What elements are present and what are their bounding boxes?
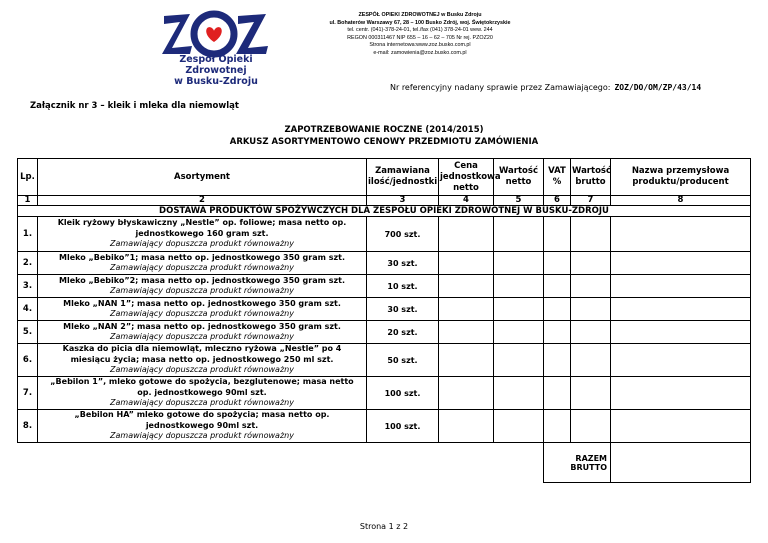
column-number: 7 (571, 196, 611, 206)
row-vat[interactable] (544, 344, 571, 377)
row-note: Zamawiający dopuszcza produkt równoważny (110, 365, 294, 375)
row-product-name[interactable] (611, 298, 751, 321)
section-row (18, 206, 751, 217)
organization-header (300, 12, 540, 58)
row-product-name[interactable] (611, 217, 751, 252)
column-number: 6 (544, 196, 571, 206)
row-unit-price[interactable] (439, 321, 494, 344)
row-description (38, 298, 367, 321)
row-desc-line1: Mleko „NAN 1”; masa netto op. jednostkowego 350 gram szt. (63, 298, 341, 308)
row-quantity: 100 szt. (367, 410, 439, 443)
row-note: Zamawiający dopuszcza produkt równoważny (110, 431, 294, 441)
row-gross-value[interactable] (571, 252, 611, 275)
row-lp: 3. (18, 275, 38, 298)
row-vat[interactable] (544, 217, 571, 252)
row-net-value[interactable] (494, 410, 544, 443)
row-quantity: 10 szt. (367, 275, 439, 298)
row-product-name[interactable] (611, 410, 751, 443)
row-gross-value[interactable] (571, 275, 611, 298)
row-vat[interactable] (544, 275, 571, 298)
zoz-logo-mark (150, 8, 282, 58)
header-cena: Cena jednostkowa netto (439, 159, 494, 196)
row-desc-line2: miesiącu życia; masa netto op. jednostkowego 250 ml szt. (70, 354, 334, 364)
row-note: Zamawiający dopuszcza produkt równoważny (110, 239, 294, 249)
row-lp: 5. (18, 321, 38, 344)
total-spacer (18, 443, 544, 483)
row-note: Zamawiający dopuszcza produkt równoważny (110, 309, 294, 318)
row-net-value[interactable] (494, 217, 544, 252)
org-email: e-mail: zamowienia@zoz.busko.com.pl (373, 49, 467, 56)
logo-caption (150, 54, 282, 87)
row-quantity: 30 szt. (367, 252, 439, 275)
org-phone: tel. centr. (041)-378-24-01, tel./fax (041) 378-24-01 wew. 244 (347, 27, 493, 34)
org-address: ul. Bohaterów Warszawy 67, 28 – 100 Busko Zdrój, woj. Świętokrzyskie (329, 19, 511, 26)
row-note: Zamawiający dopuszcza produkt równoważny (110, 332, 294, 341)
header-ilosc: Zamawiana ilość/jednostki (367, 159, 439, 196)
table-row (18, 344, 751, 377)
row-note: Zamawiający dopuszcza produkt równoważny (110, 398, 294, 408)
total-row (18, 443, 751, 483)
row-net-value[interactable] (494, 298, 544, 321)
row-product-name[interactable] (611, 275, 751, 298)
reference-label: Nr referencyjny nadany sprawie przez Zamawiającego: (390, 83, 611, 92)
document-title: ZAPOTRZEBOWANIE ROCZNE (2014/2015) (284, 125, 484, 135)
row-vat[interactable] (544, 410, 571, 443)
row-product-name[interactable] (611, 252, 751, 275)
row-quantity: 100 szt. (367, 377, 439, 410)
header-vat: VAT % (544, 159, 571, 196)
table-row (18, 275, 751, 298)
row-unit-price[interactable] (439, 275, 494, 298)
column-number: 3 (367, 196, 439, 206)
row-desc-line1: Kaszka do picia dla niemowląt, mleczno ryżowa „Nestle” po 4 (62, 344, 342, 354)
row-description (38, 275, 367, 298)
row-vat[interactable] (544, 298, 571, 321)
row-unit-price[interactable] (439, 298, 494, 321)
row-lp: 1. (18, 217, 38, 252)
row-net-value[interactable] (494, 275, 544, 298)
row-description (38, 410, 367, 443)
row-lp: 8. (18, 410, 38, 443)
row-product-name[interactable] (611, 377, 751, 410)
page-number: Strona 1 z 2 (359, 522, 409, 531)
row-gross-value[interactable] (571, 217, 611, 252)
row-vat[interactable] (544, 252, 571, 275)
annex-title: Załącznik nr 3 – kleik i mleka dla niemowląt (30, 101, 239, 111)
logo-caption-line1: Zespół Opieki Zdrowotnej (179, 54, 253, 76)
row-quantity: 700 szt. (367, 217, 439, 252)
row-description (38, 217, 367, 252)
table-row (18, 410, 751, 443)
row-unit-price[interactable] (439, 252, 494, 275)
row-desc-line2: op. jednostkowego 90ml szt. (137, 387, 267, 397)
section-title: DOSTAWA PRODUKTÓW SPOŻYWCZYCH DLA ZESPOŁU OPIEKI ZDROWOTNEJ W BUSKU-ZDROJU (18, 206, 751, 217)
row-lp: 6. (18, 344, 38, 377)
row-note: Zamawiający dopuszcza produkt równoważny (110, 263, 294, 272)
header-wartosc-netto: Wartość netto (494, 159, 544, 196)
column-number: 5 (494, 196, 544, 206)
row-quantity: 50 szt. (367, 344, 439, 377)
table-row (18, 377, 751, 410)
table-row (18, 217, 751, 252)
row-desc-line1: Mleko „Bebiko”2; masa netto op. jednostkowego 350 gram szt. (58, 275, 345, 285)
table-row (18, 321, 751, 344)
org-name: ZESPÓŁ OPIEKI ZDROWOTNEJ w Busku Zdroju (358, 12, 482, 18)
org-regon: REGON 000311467 NIP 655 – 16 – 62 – 705 Nr rej. PZOZ20 (347, 34, 493, 41)
org-website: Strona internetowa:www.zoz.busko.com.pl (369, 42, 471, 49)
pricing-table (17, 158, 751, 483)
row-net-value[interactable] (494, 344, 544, 377)
table-header-row (18, 159, 751, 196)
row-quantity: 30 szt. (367, 298, 439, 321)
row-lp: 7. (18, 377, 38, 410)
row-vat[interactable] (544, 377, 571, 410)
row-desc-line1: „Bebilon 1”, mleko gotowe do spożycia, bezglutenowe; masa netto (50, 377, 354, 387)
header-wartosc-brutto: Wartość brutto (571, 159, 611, 196)
table-row (18, 252, 751, 275)
header-lp: Lp. (18, 159, 38, 196)
row-gross-value[interactable] (571, 344, 611, 377)
row-unit-price[interactable] (439, 217, 494, 252)
column-number-row (18, 196, 751, 206)
column-number: 8 (611, 196, 751, 206)
row-desc-line1: Mleko „Bebiko”1; masa netto op. jednostkowego 350 gram szt. (58, 252, 345, 262)
column-number: 1 (18, 196, 38, 206)
row-lp: 4. (18, 298, 38, 321)
row-unit-price[interactable] (439, 344, 494, 377)
row-unit-price[interactable] (439, 410, 494, 443)
row-description (38, 377, 367, 410)
row-lp: 2. (18, 252, 38, 275)
row-gross-value[interactable] (571, 410, 611, 443)
row-product-name[interactable] (611, 344, 751, 377)
row-desc-line1: Mleko „NAN 2”; masa netto op. jednostkowego 350 gram szt. (63, 321, 341, 331)
row-quantity: 20 szt. (367, 321, 439, 344)
row-product-name[interactable] (611, 321, 751, 344)
row-desc-line1: „Bebilon HA” mleko gotowe do spożycia; masa netto op. (74, 410, 330, 420)
logo-caption-line2: w Busku-Zdroju (174, 76, 258, 87)
reference-number: ZOZ/DO/OM/ZP/43/14 (614, 83, 702, 92)
column-number: 4 (439, 196, 494, 206)
total-label: RAZEM BRUTTO (544, 443, 611, 483)
document-subtitle: ARKUSZ ASORTYMENTOWO CENOWY PRZEDMIOTU ZAMÓWIENIA (229, 137, 539, 147)
row-description (38, 321, 367, 344)
row-gross-value[interactable] (571, 321, 611, 344)
row-description (38, 344, 367, 377)
header-asortyment: Asortyment (38, 159, 367, 196)
row-net-value[interactable] (494, 377, 544, 410)
header-nazwa: Nazwa przemysłowa produktu/producent (611, 159, 751, 196)
row-net-value[interactable] (494, 321, 544, 344)
row-gross-value[interactable] (571, 377, 611, 410)
row-note: Zamawiający dopuszcza produkt równoważny (110, 286, 294, 295)
row-desc-line2: jednostkowego 90ml szt. (145, 420, 259, 430)
row-description (38, 252, 367, 275)
column-number: 2 (38, 196, 367, 206)
row-net-value[interactable] (494, 252, 544, 275)
reference-number-line (390, 83, 701, 92)
row-gross-value[interactable] (571, 298, 611, 321)
row-unit-price[interactable] (439, 377, 494, 410)
total-gross-value[interactable] (611, 443, 751, 483)
row-vat[interactable] (544, 321, 571, 344)
row-desc-line1: Kleik ryżowy błyskawiczny „Nestle” op. foliowe; masa netto op. (57, 218, 347, 228)
row-desc-line2: jednostkowego 160 gram szt. (135, 228, 269, 238)
table-row (18, 298, 751, 321)
